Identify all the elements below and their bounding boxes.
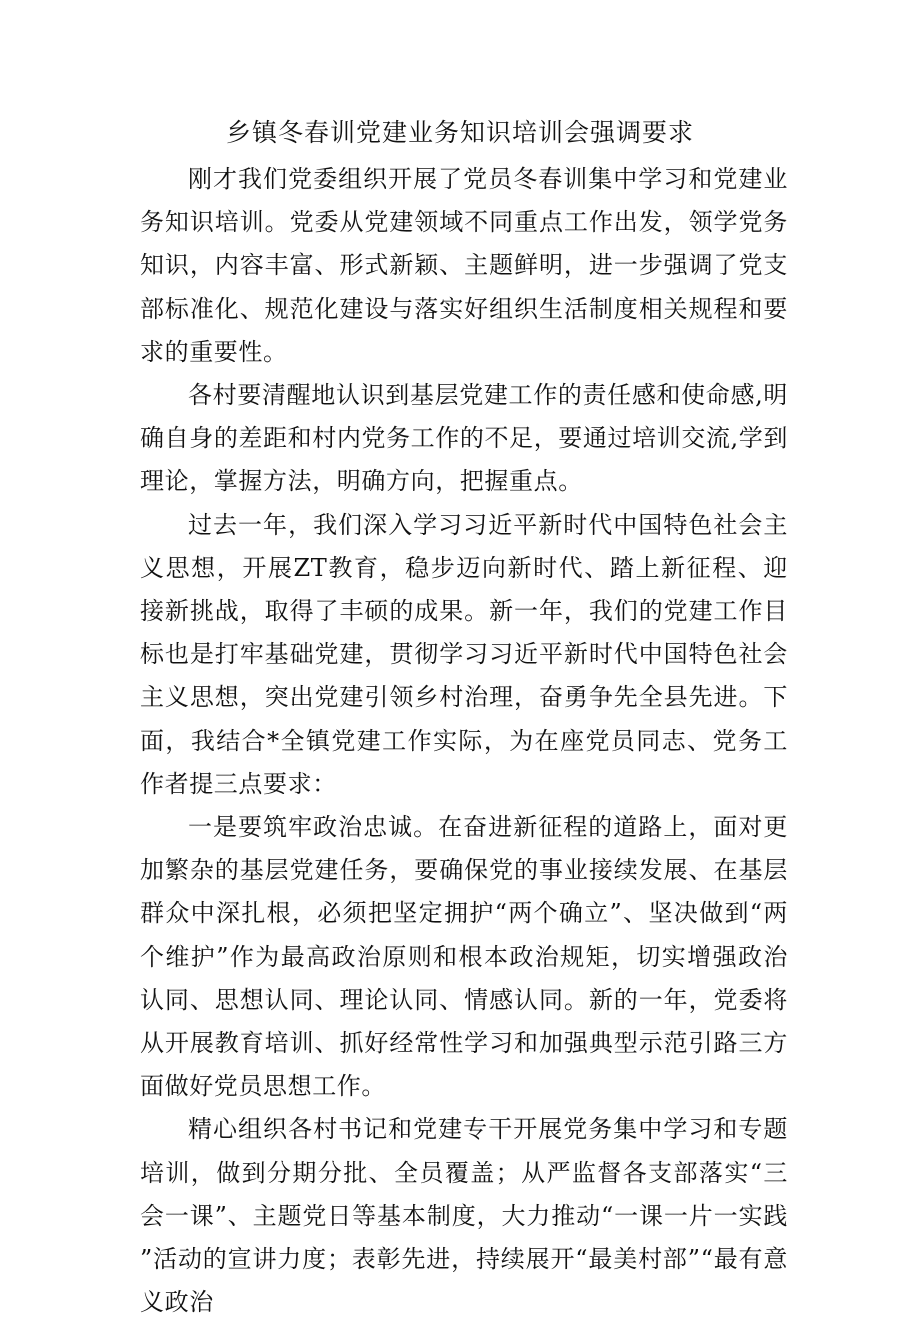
document-body — [140, 158, 788, 1324]
paragraph-5: 精心组织各村书记和党建专干开展党务集中学习和专题培训，做到分期分批、全员覆盖；从严监督各支部落实“三会一课”、主题党日等基本制度，大力推动“一课一片一实践”活动的宣讲力度；表彰先进，持续展开“最美村部”“最有意义政治 — [140, 1115, 788, 1317]
document-title: 乡镇冬春训党建业务知识培训会强调要求 — [225, 118, 694, 147]
paragraph-2: 各村要清醒地认识到基层党建工作的责任感和使命感,明确自身的差距和村内党务工作的不足，要通过培训交流,学到理论，掌握方法，明确方向，把握重点。 — [140, 381, 788, 496]
paragraph-1: 刚才我们党委组织开展了党员冬春训集中学习和党建业务知识培训。党委从党建领域不同重点工作出发，领学党务知识，内容丰富、形式新颖、主题鲜明，进一步强调了党支部标准化、规范化建设与落实好组织生活制度相关规程和要求的重要性。 — [140, 165, 788, 366]
paragraph-4: 一是要筑牢政治忠诚。在奋进新征程的道路上，面对更加繁杂的基层党建任务，要确保党的事业接续发展、在基层群众中深扎根，必须把坚定拥护“两个确立”、坚决做到“两个维护”作为最高政治原则和根本政治规矩，切实增强政治认同、思想认同、理论认同、情感认同。新的一年，党委将从开展教育培训、抓好经常性学习和加强典型示范引路三方面做好党员思想工作。 — [140, 813, 788, 1101]
paragraph-3: 过去一年，我们深入学习习近平新时代中国特色社会主义思想，开展ZT教育，稳步迈向新时代、踏上新征程、迎接新挑战，取得了丰硕的成果。新一年，我们的党建工作目标也是打牢基础党建，贯彻学习习近平新时代中国特色社会主义思想，突出党建引领乡村治理，奋勇争先全县先进。下面，我结合*全镇党建工作实际，为在座党员同志、党务工作者提三点要求： — [140, 510, 788, 798]
